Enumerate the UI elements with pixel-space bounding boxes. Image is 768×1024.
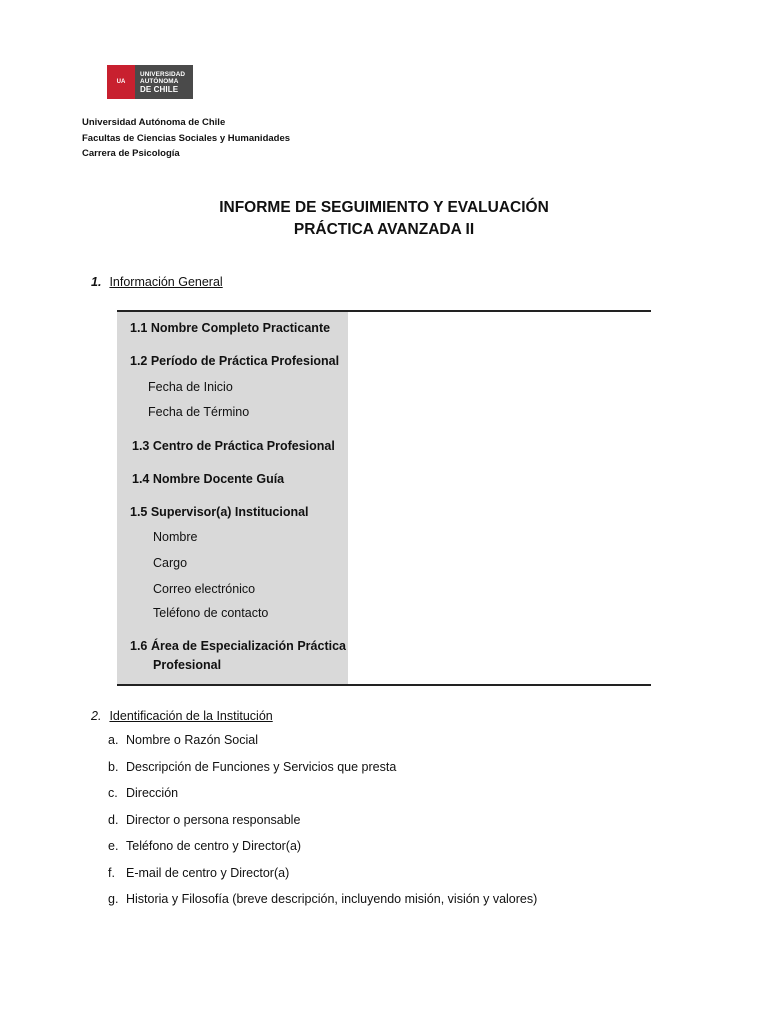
row-start-date: Fecha de Inicio <box>148 380 233 394</box>
section-number: 1. <box>91 275 102 289</box>
faculty-name: Facultas de Ciencias Sociales y Humanidades <box>82 133 291 144</box>
list-item: e. Teléfono de centro y Director(a) <box>108 839 302 853</box>
university-logo <box>107 65 193 99</box>
list-item: c. Dirección <box>108 786 179 800</box>
row-supervisor-name: Nombre <box>153 530 198 544</box>
row-specialization-area: 1.6 Área de Especialización Práctica <box>130 639 346 653</box>
list-item: b. Descripción de Funciones y Servicios que presta <box>108 760 397 774</box>
row-supervisor-email: Correo electrónico <box>153 582 256 596</box>
document-subtitle: PRÁCTICA AVANZADA II <box>293 221 475 238</box>
section-label: Identificación de la Institución <box>109 709 273 723</box>
institution-name: Universidad Autónoma de Chile <box>82 117 226 128</box>
row-specialization-area-cont: Profesional <box>153 658 222 672</box>
general-info-table <box>117 310 651 686</box>
logo-mark: UA <box>107 65 135 99</box>
section-label: Información General <box>109 275 223 289</box>
row-end-date: Fecha de Término <box>148 405 250 419</box>
list-item: g. Historia y Filosofía (breve descripción, incluyendo misión, visión y valores) <box>108 892 538 906</box>
section-number: 2. <box>91 709 102 723</box>
section-2-heading <box>91 709 273 723</box>
list-item: f. E-mail de centro y Director(a) <box>108 866 290 880</box>
list-item: a. Nombre o Razón Social <box>108 733 259 747</box>
document-title: INFORME DE SEGUIMIENTO Y EVALUACIÓN <box>219 199 549 216</box>
row-supervisor: 1.5 Supervisor(a) Institucional <box>130 505 309 519</box>
row-guide-teacher: 1.4 Nombre Docente Guía <box>132 472 285 486</box>
logo-wordmark: UNIVERSIDAD AUTÓNOMA DE CHILE <box>140 70 186 94</box>
row-practice-center: 1.3 Centro de Práctica Profesional <box>132 439 335 453</box>
section-1-heading <box>91 275 223 289</box>
program-name: Carrera de Psicología <box>82 148 180 159</box>
row-practice-period: 1.2 Período de Práctica Profesional <box>130 354 340 368</box>
row-supervisor-role: Cargo <box>153 556 188 570</box>
list-item: d. Director o persona responsable <box>108 813 301 827</box>
row-full-name: 1.1 Nombre Completo Practicante <box>130 321 331 335</box>
row-supervisor-phone: Teléfono de contacto <box>153 606 269 620</box>
